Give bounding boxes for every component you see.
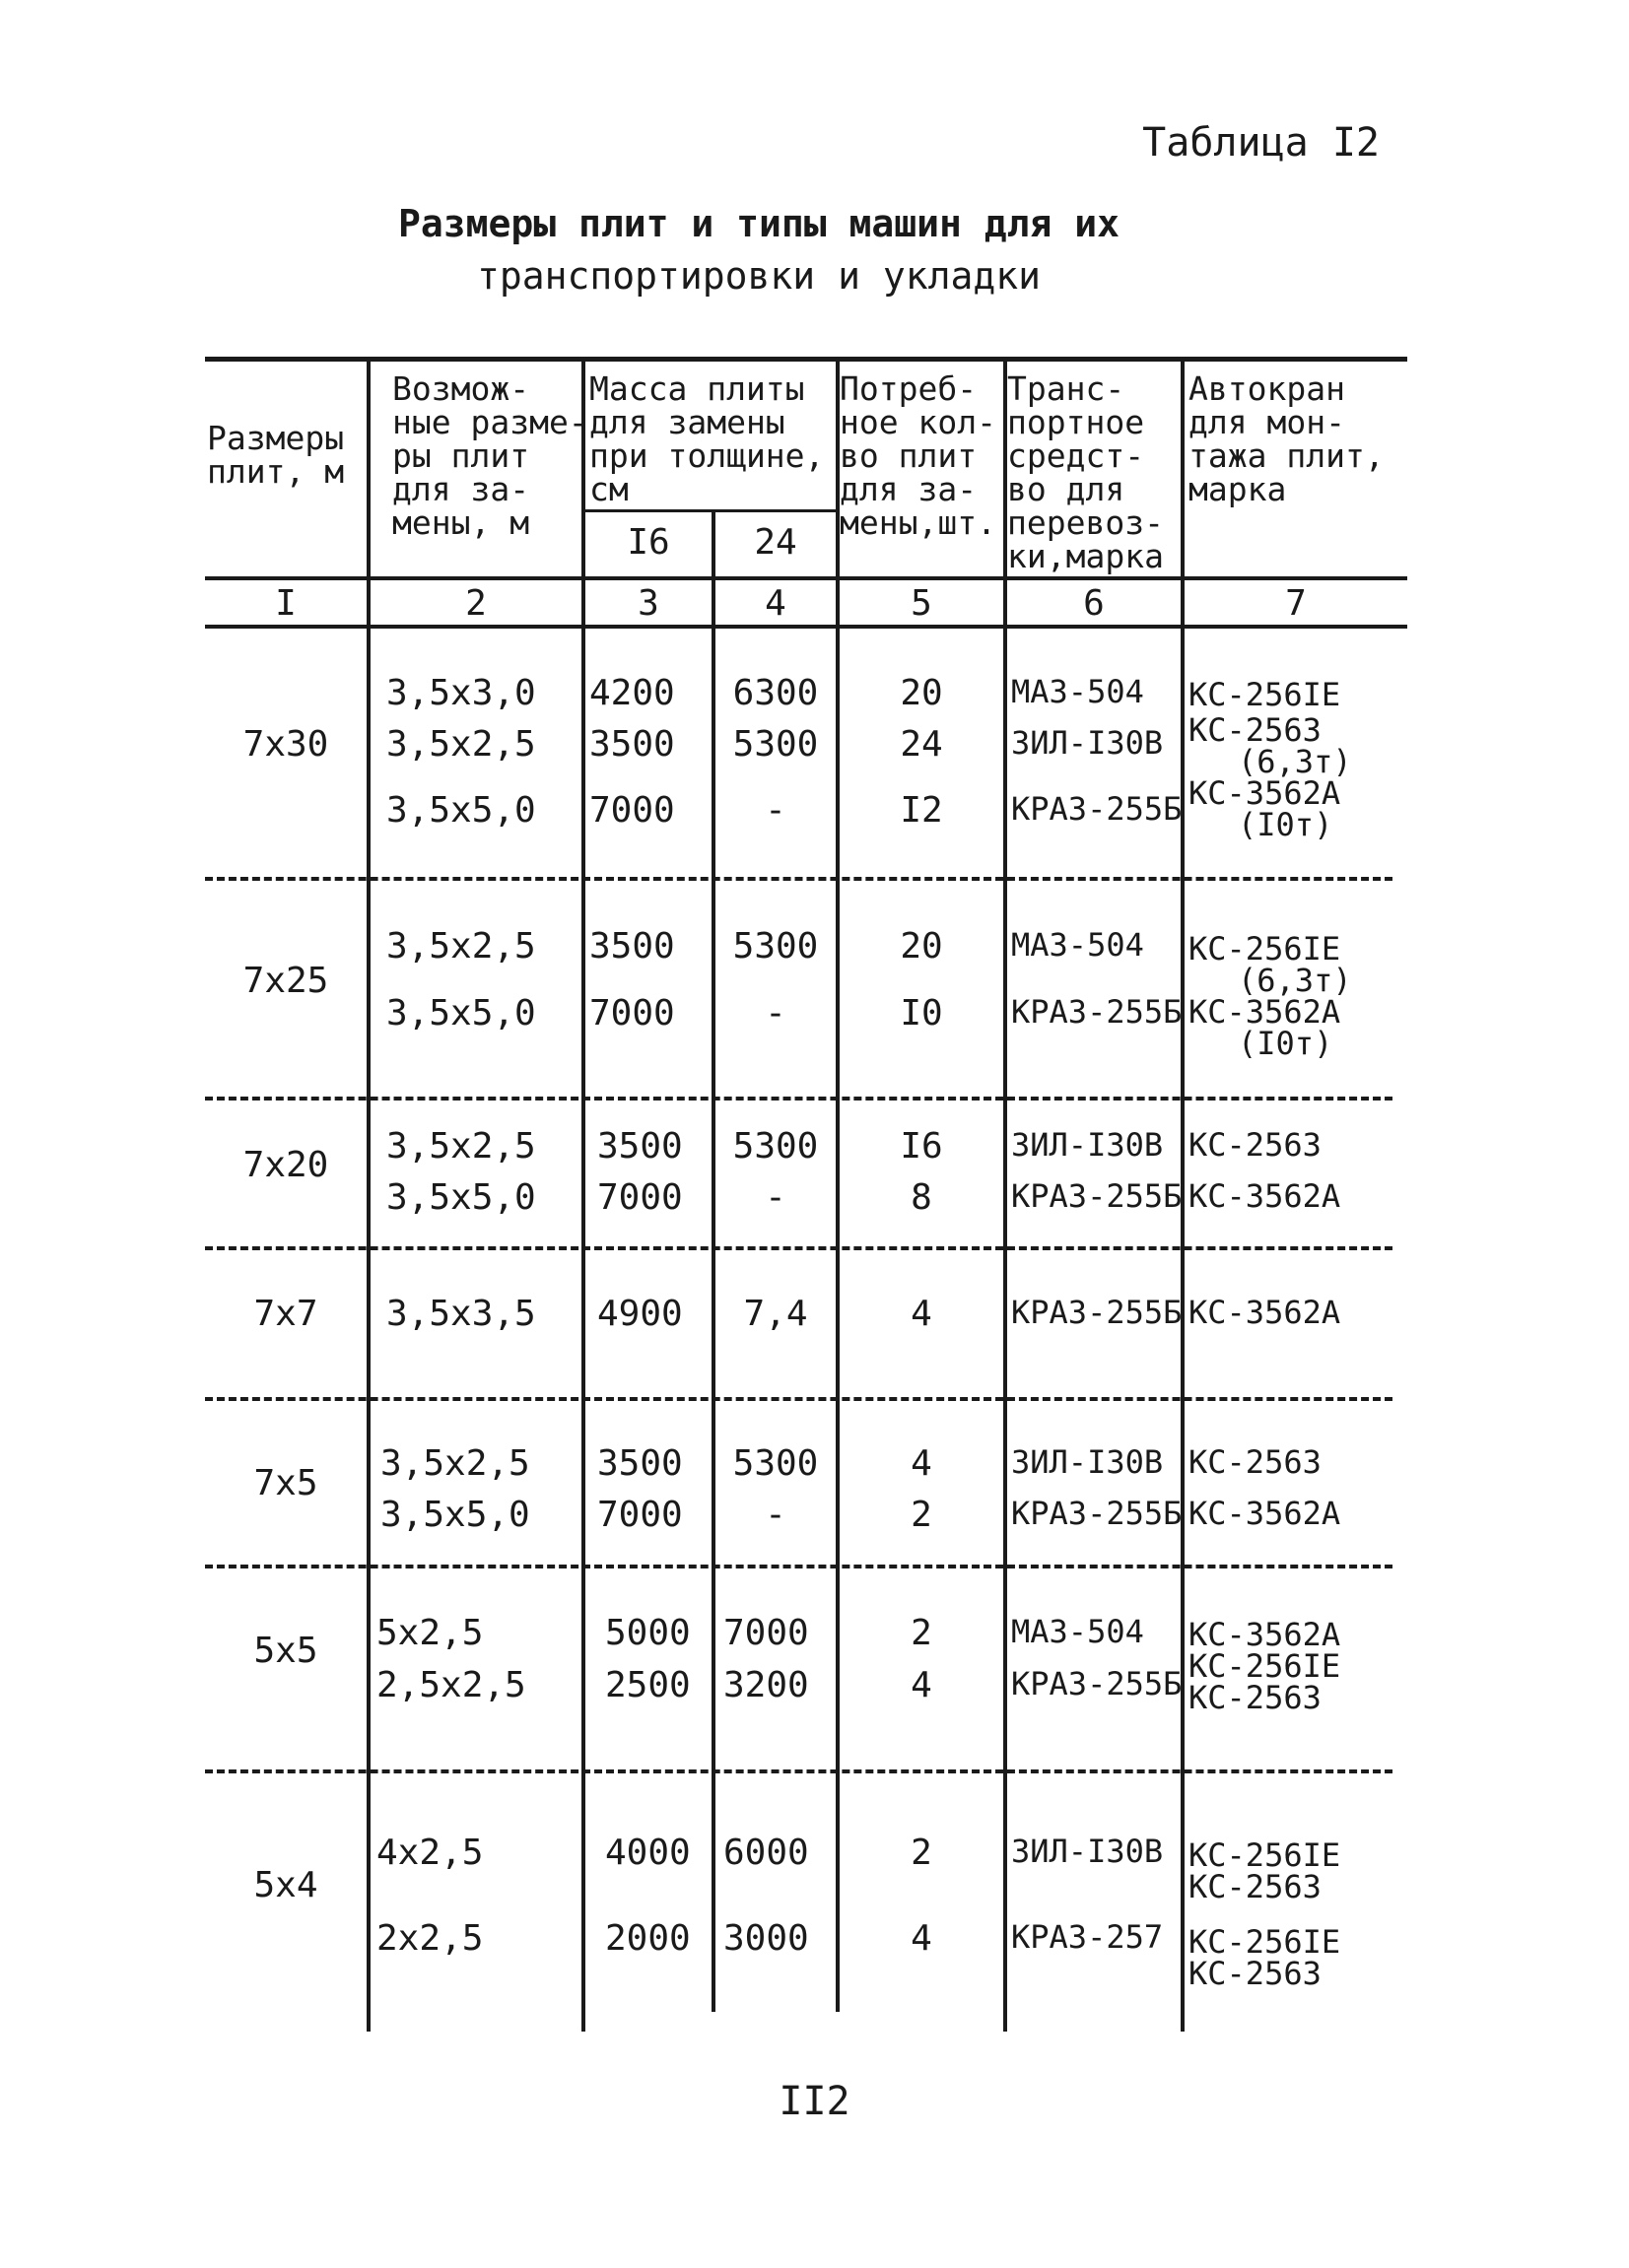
table-label: Таблица I2 [1142, 120, 1380, 166]
crane: КС-3562А [1188, 993, 1341, 1031]
replacement-dims: 3,5x3,0 [386, 673, 536, 713]
transport: МАЗ-504 [1011, 1613, 1144, 1650]
transport: МАЗ-504 [1011, 673, 1144, 710]
plate-size: 7x20 [242, 1145, 329, 1185]
header-col-2: Возмож- ные разме- ры плит для за- мены, м [392, 369, 588, 542]
plate-size: 7x30 [242, 724, 329, 765]
mass-24: 7,4 [743, 1294, 808, 1334]
quantity: 4 [911, 1665, 932, 1705]
mass-16: 7000 [597, 1495, 683, 1535]
crane: КС-3562А [1188, 1495, 1341, 1532]
replacement-dims: 2,5x2,5 [376, 1665, 526, 1705]
crane: КС-3562А [1188, 1177, 1341, 1215]
mass-16: 3500 [589, 724, 675, 765]
column-number: I [275, 583, 297, 624]
mass-16: 2500 [605, 1665, 691, 1705]
transport: КРАЗ-257 [1011, 1918, 1164, 1956]
crane: (I0т) [1238, 806, 1333, 843]
plate-size: 7x5 [253, 1463, 318, 1503]
quantity: 20 [900, 926, 943, 967]
transport: МАЗ-504 [1011, 926, 1144, 964]
crane: (6,3т) [1238, 962, 1352, 999]
crane: КС-256IЕ [1188, 930, 1341, 967]
mass-24: - [765, 790, 786, 831]
title-line-2: транспортировки и укладки [477, 254, 1041, 298]
mass-24: 5300 [732, 724, 819, 765]
header-col-4: Потреб- ное кол- во плит для за- мены,шт. [840, 369, 996, 542]
crane: (I0т) [1238, 1025, 1333, 1062]
group-separator [205, 877, 1392, 881]
mass-16: 5000 [605, 1613, 691, 1653]
column-number: 6 [1083, 583, 1105, 624]
mass-24: 6000 [723, 1833, 809, 1873]
replacement-dims: 3,5x2,5 [386, 724, 536, 765]
column-number: 7 [1285, 583, 1307, 624]
quantity: 4 [911, 1294, 932, 1334]
replacement-dims: 3,5x2,5 [386, 1126, 536, 1167]
mass-24: - [765, 1495, 786, 1535]
header-col-3: Масса плиты для замены при толщине, см [589, 369, 825, 508]
mass-24: 7000 [723, 1613, 809, 1653]
transport: ЗИЛ-I30В [1011, 1126, 1164, 1164]
quantity: I2 [900, 790, 943, 831]
plate-size: 5x5 [253, 1631, 318, 1671]
quantity: 4 [911, 1443, 932, 1484]
mass-24: 5300 [732, 1126, 819, 1167]
plate-size: 7x25 [242, 961, 329, 1001]
column-number: 4 [765, 583, 786, 624]
rule-header-bottom [205, 576, 1407, 580]
transport: ЗИЛ-I30В [1011, 1443, 1164, 1481]
crane: КС-256IЕ [1188, 1647, 1341, 1685]
rule-subheader [581, 509, 838, 512]
replacement-dims: 2x2,5 [376, 1918, 484, 1959]
mass-16: 3500 [597, 1443, 683, 1484]
mass-16: 7000 [589, 790, 675, 831]
group-separator [205, 1565, 1392, 1568]
transport: КРАЗ-255Б [1011, 1177, 1183, 1215]
quantity: 2 [911, 1833, 932, 1873]
transport: ЗИЛ-I30В [1011, 1833, 1164, 1870]
transport: КРАЗ-255Б [1011, 1495, 1183, 1532]
replacement-dims: 3,5x2,5 [386, 926, 536, 967]
crane: КС-256IЕ [1188, 1923, 1341, 1961]
crane: КС-2563 [1188, 711, 1322, 749]
quantity: 20 [900, 673, 943, 713]
mass-16: 3500 [589, 926, 675, 967]
transport: КРАЗ-255Б [1011, 790, 1183, 828]
mass-24: 3200 [723, 1665, 809, 1705]
mass-24: - [765, 1177, 786, 1218]
header-col-3b: 24 [754, 522, 797, 563]
group-separator [205, 1769, 1392, 1773]
quantity: I6 [900, 1126, 943, 1167]
transport: ЗИЛ-I30В [1011, 724, 1164, 762]
mass-24: 6300 [732, 673, 819, 713]
header-col-3a: I6 [627, 522, 670, 563]
group-separator [205, 1397, 1392, 1401]
mass-24: 5300 [732, 1443, 819, 1484]
transport: КРАЗ-255Б [1011, 1294, 1183, 1331]
transport: КРАЗ-255Б [1011, 1665, 1183, 1702]
quantity: 24 [900, 724, 943, 765]
mass-16: 7000 [597, 1177, 683, 1218]
replacement-dims: 5x2,5 [376, 1613, 484, 1653]
quantity: 2 [911, 1613, 932, 1653]
crane: КС-3562А [1188, 1294, 1341, 1331]
plate-size: 7x7 [253, 1294, 318, 1334]
crane: КС-2563 [1188, 1443, 1322, 1481]
replacement-dims: 3,5x5,0 [386, 790, 536, 831]
quantity: 8 [911, 1177, 932, 1218]
plate-size: 5x4 [253, 1865, 318, 1905]
header-col-6: Автокран для мон- тажа плит, марка [1188, 369, 1385, 508]
replacement-dims: 3,5x5,0 [386, 1177, 536, 1218]
mass-24: 5300 [732, 926, 819, 967]
quantity: I0 [900, 993, 943, 1034]
crane: КС-2563 [1188, 1126, 1322, 1164]
column-number: 3 [638, 583, 659, 624]
header-col-1: Размеры плит, м [207, 419, 345, 491]
crane: КС-256IЕ [1188, 676, 1341, 713]
mass-16: 2000 [605, 1918, 691, 1959]
title-line-1: Размеры плит и типы машин для их [397, 202, 1120, 245]
crane: КС-2563 [1188, 1679, 1322, 1716]
replacement-dims: 3,5x5,0 [386, 993, 536, 1034]
replacement-dims: 3,5x3,5 [386, 1294, 536, 1334]
crane: (6,3т) [1238, 743, 1352, 780]
mass-16: 7000 [589, 993, 675, 1034]
group-separator [205, 1246, 1392, 1250]
quantity: 4 [911, 1918, 932, 1959]
crane: КС-3562А [1188, 1616, 1341, 1653]
mass-16: 4000 [605, 1833, 691, 1873]
transport: КРАЗ-255Б [1011, 993, 1183, 1031]
column-number: 5 [911, 583, 932, 624]
rule-numbers-bottom [205, 625, 1407, 629]
mass-16: 4200 [589, 673, 675, 713]
crane: КС-3562А [1188, 774, 1341, 812]
crane: КС-2563 [1188, 1868, 1322, 1905]
mass-16: 3500 [597, 1126, 683, 1167]
mass-16: 4900 [597, 1294, 683, 1334]
header-col-5: Транс- портное средст- во для перевоз- ки,марка [1007, 369, 1164, 575]
mass-24: 3000 [723, 1918, 809, 1959]
mass-24: - [765, 993, 786, 1034]
replacement-dims: 4x2,5 [376, 1833, 484, 1873]
page-number: II2 [779, 2079, 850, 2124]
replacement-dims: 3,5x5,0 [380, 1495, 530, 1535]
rule-top [205, 357, 1407, 362]
replacement-dims: 3,5x2,5 [380, 1443, 530, 1484]
crane: КС-2563 [1188, 1955, 1322, 1992]
quantity: 2 [911, 1495, 932, 1535]
column-number: 2 [465, 583, 487, 624]
crane: КС-256IЕ [1188, 1836, 1341, 1874]
group-separator [205, 1097, 1392, 1101]
